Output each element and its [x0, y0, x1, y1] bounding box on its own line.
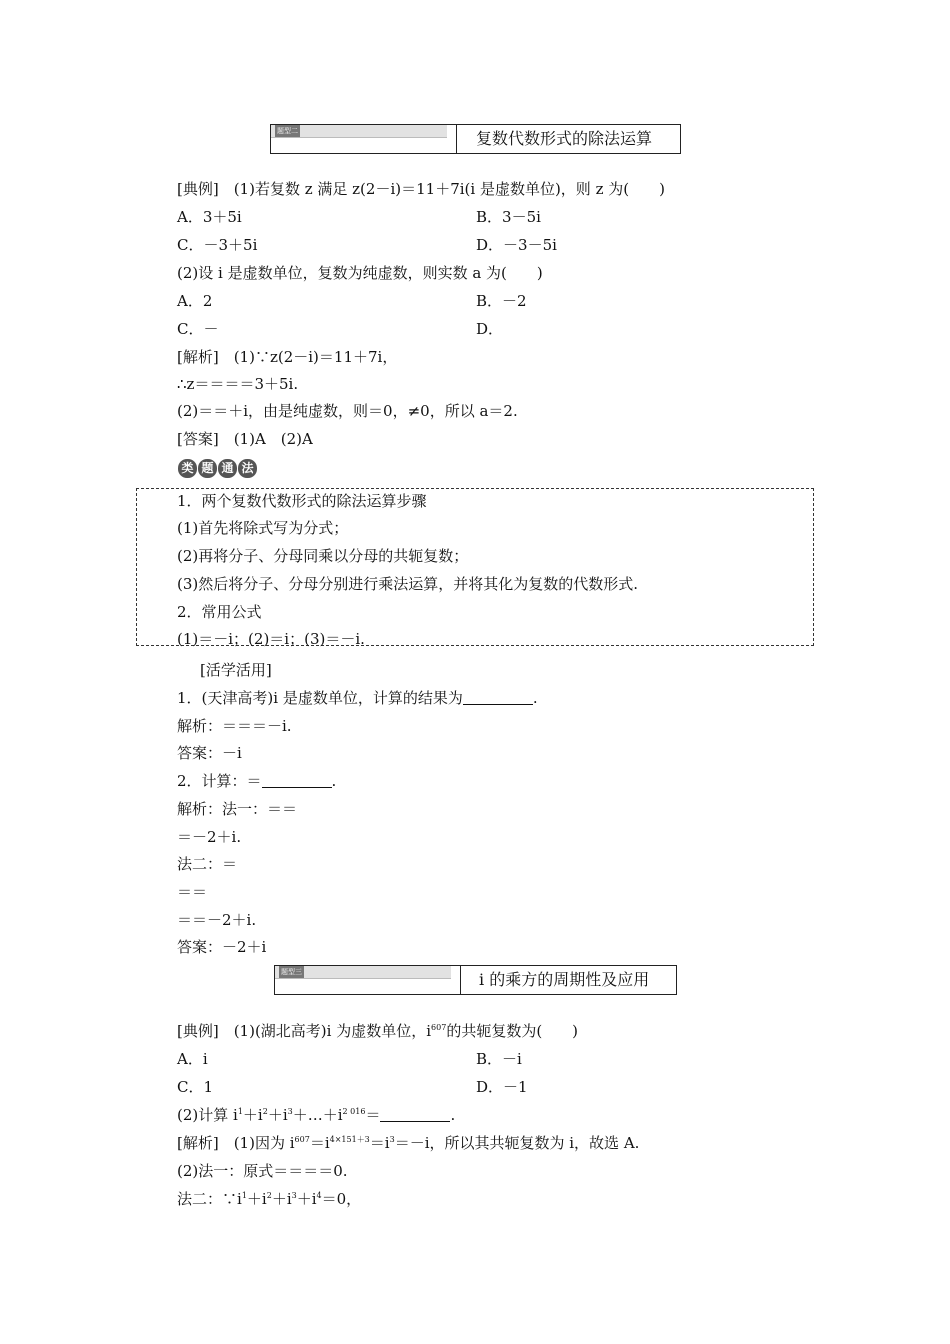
option-a: A．2: [177, 292, 213, 310]
option-b: B．－2: [476, 292, 527, 310]
example-question-2: (2)设 i 是虚数单位，复数为纯虚数，则实数 a 为( ): [177, 264, 543, 282]
exponent: 607: [294, 1135, 310, 1144]
option-a: A．i: [177, 1050, 208, 1068]
answer-blank: [380, 1107, 450, 1122]
text: 的共轭复数为( ): [446, 1022, 579, 1040]
option-d: D．－1: [476, 1078, 528, 1096]
exponent: 1: [241, 1191, 247, 1200]
option-b: B．3－5i: [476, 208, 541, 226]
option-c: C．1: [177, 1078, 214, 1096]
method-line: 1．两个复数代数形式的除法运算步骤: [177, 492, 427, 510]
option-c: C．－: [177, 320, 219, 338]
option-d: D．－3－5i: [476, 236, 557, 254]
badge-char: 通: [218, 459, 237, 478]
exponent: 3: [291, 1191, 297, 1200]
text: ＋i: [271, 1190, 292, 1208]
section-tag-label: 题型三: [281, 968, 302, 976]
section-tag: [275, 966, 451, 979]
method-line: (1)首先将除式写为分式；: [177, 519, 349, 537]
option-d: D．: [476, 320, 504, 338]
header-divider: [456, 125, 457, 153]
option-a: A．3＋5i: [177, 208, 242, 226]
header-divider: [460, 966, 461, 994]
answer-line: 答案：－2＋i: [177, 938, 267, 956]
text: ＋…＋i: [292, 1106, 343, 1124]
practice-question-2: [177, 771, 336, 791]
practice-heading: [活学活用]: [200, 661, 272, 679]
exponent: 2: [262, 1107, 268, 1116]
example-question-1: [177, 1021, 578, 1041]
section-tag-label: 题型二: [277, 127, 298, 135]
method-summary-box: [136, 488, 814, 646]
answer-line: [答案] (1)A (2)A: [177, 430, 313, 448]
section-header-type2: [270, 124, 681, 154]
badge-char: 法: [238, 459, 257, 478]
practice-question-1: [177, 688, 538, 708]
exponent: 1: [237, 1107, 243, 1116]
section-tag: [271, 125, 447, 138]
text: ＋i: [242, 1106, 263, 1124]
section-title: i 的乘方的周期性及应用: [479, 970, 650, 989]
exponent: 607: [431, 1023, 447, 1032]
section-header-type3: [274, 965, 677, 995]
solution-line: ＝＝－2＋i.: [177, 911, 257, 929]
exponent: 3: [287, 1107, 293, 1116]
solution-line: (2)法一：原式＝＝＝＝0.: [177, 1162, 348, 1180]
solution-line: 法二：＝: [177, 855, 238, 873]
text: .: [450, 1106, 456, 1124]
solution-line: ＝＝: [177, 883, 208, 901]
method-line: 2．常用公式: [177, 603, 262, 621]
text: ＝i: [369, 1134, 390, 1152]
option-c: C．－3＋5i: [177, 236, 258, 254]
exponent: 4×151＋3: [329, 1135, 370, 1144]
example-question-1: [典例] (1)若复数 z 满足 z(2－i)＝11＋7i(i 是虚数单位)，则 z 为( ): [177, 180, 665, 198]
exponent: 4: [316, 1191, 322, 1200]
text: [典例] (1)(湖北高考)i 为虚数单位，i: [177, 1022, 432, 1040]
solution-line: [177, 1189, 361, 1209]
text: ＝: [365, 1106, 381, 1124]
text: ＝0，: [321, 1190, 362, 1208]
option-b: B．－i: [476, 1050, 522, 1068]
badge-char: 题: [198, 459, 217, 478]
text: [解析] (1)因为 i: [177, 1134, 295, 1152]
answer-line: 答案：－i: [177, 744, 242, 762]
method-line: (1)＝－i；(2)＝i；(3)＝－i.: [177, 630, 365, 648]
text: (2)计算 i: [177, 1106, 238, 1124]
example-question-2: [177, 1105, 455, 1125]
text: ＋i: [246, 1190, 267, 1208]
solution-line: ＝－2＋i.: [177, 828, 242, 846]
solution-line: (2)＝＝＋i，由是纯虚数，则＝0，≠0，所以 a＝2.: [177, 402, 518, 420]
solution-line: [177, 1133, 639, 1153]
exponent: 2 016: [342, 1107, 366, 1116]
solution-line: 解析：法一：＝＝: [177, 800, 298, 818]
answer-blank: [463, 690, 533, 705]
section-title: 复数代数形式的除法运算: [476, 129, 653, 148]
text: ＋i: [296, 1190, 317, 1208]
method-badge: [178, 459, 257, 479]
method-line: (3)然后将分子、分母分别进行乘法运算，并将其化为复数的代数形式.: [177, 575, 639, 593]
text: ＝i: [309, 1134, 330, 1152]
text: 法二：∵i: [177, 1190, 242, 1208]
text: ＝－i，所以其共轭复数为 i，故选 A.: [394, 1134, 640, 1152]
exponent: 2: [266, 1191, 272, 1200]
question-text: 2．计算：＝: [177, 772, 262, 790]
solution-line: ∴z＝＝＝＝3＋5i.: [177, 375, 299, 393]
badge-char: 类: [178, 459, 197, 478]
solution-line: 解析：＝＝＝－i.: [177, 717, 292, 735]
method-line: (2)再将分子、分母同乘以分母的共轭复数；: [177, 547, 469, 565]
text: ＋i: [267, 1106, 288, 1124]
question-text: 1．(天津高考)i 是虚数单位，计算的结果为: [177, 689, 463, 707]
question-end: .: [331, 772, 337, 790]
question-end: .: [532, 689, 538, 707]
solution-line: [解析] (1)∵z(2－i)＝11＋7i，: [177, 348, 398, 366]
exponent: 3: [389, 1135, 395, 1144]
answer-blank: [262, 773, 332, 788]
